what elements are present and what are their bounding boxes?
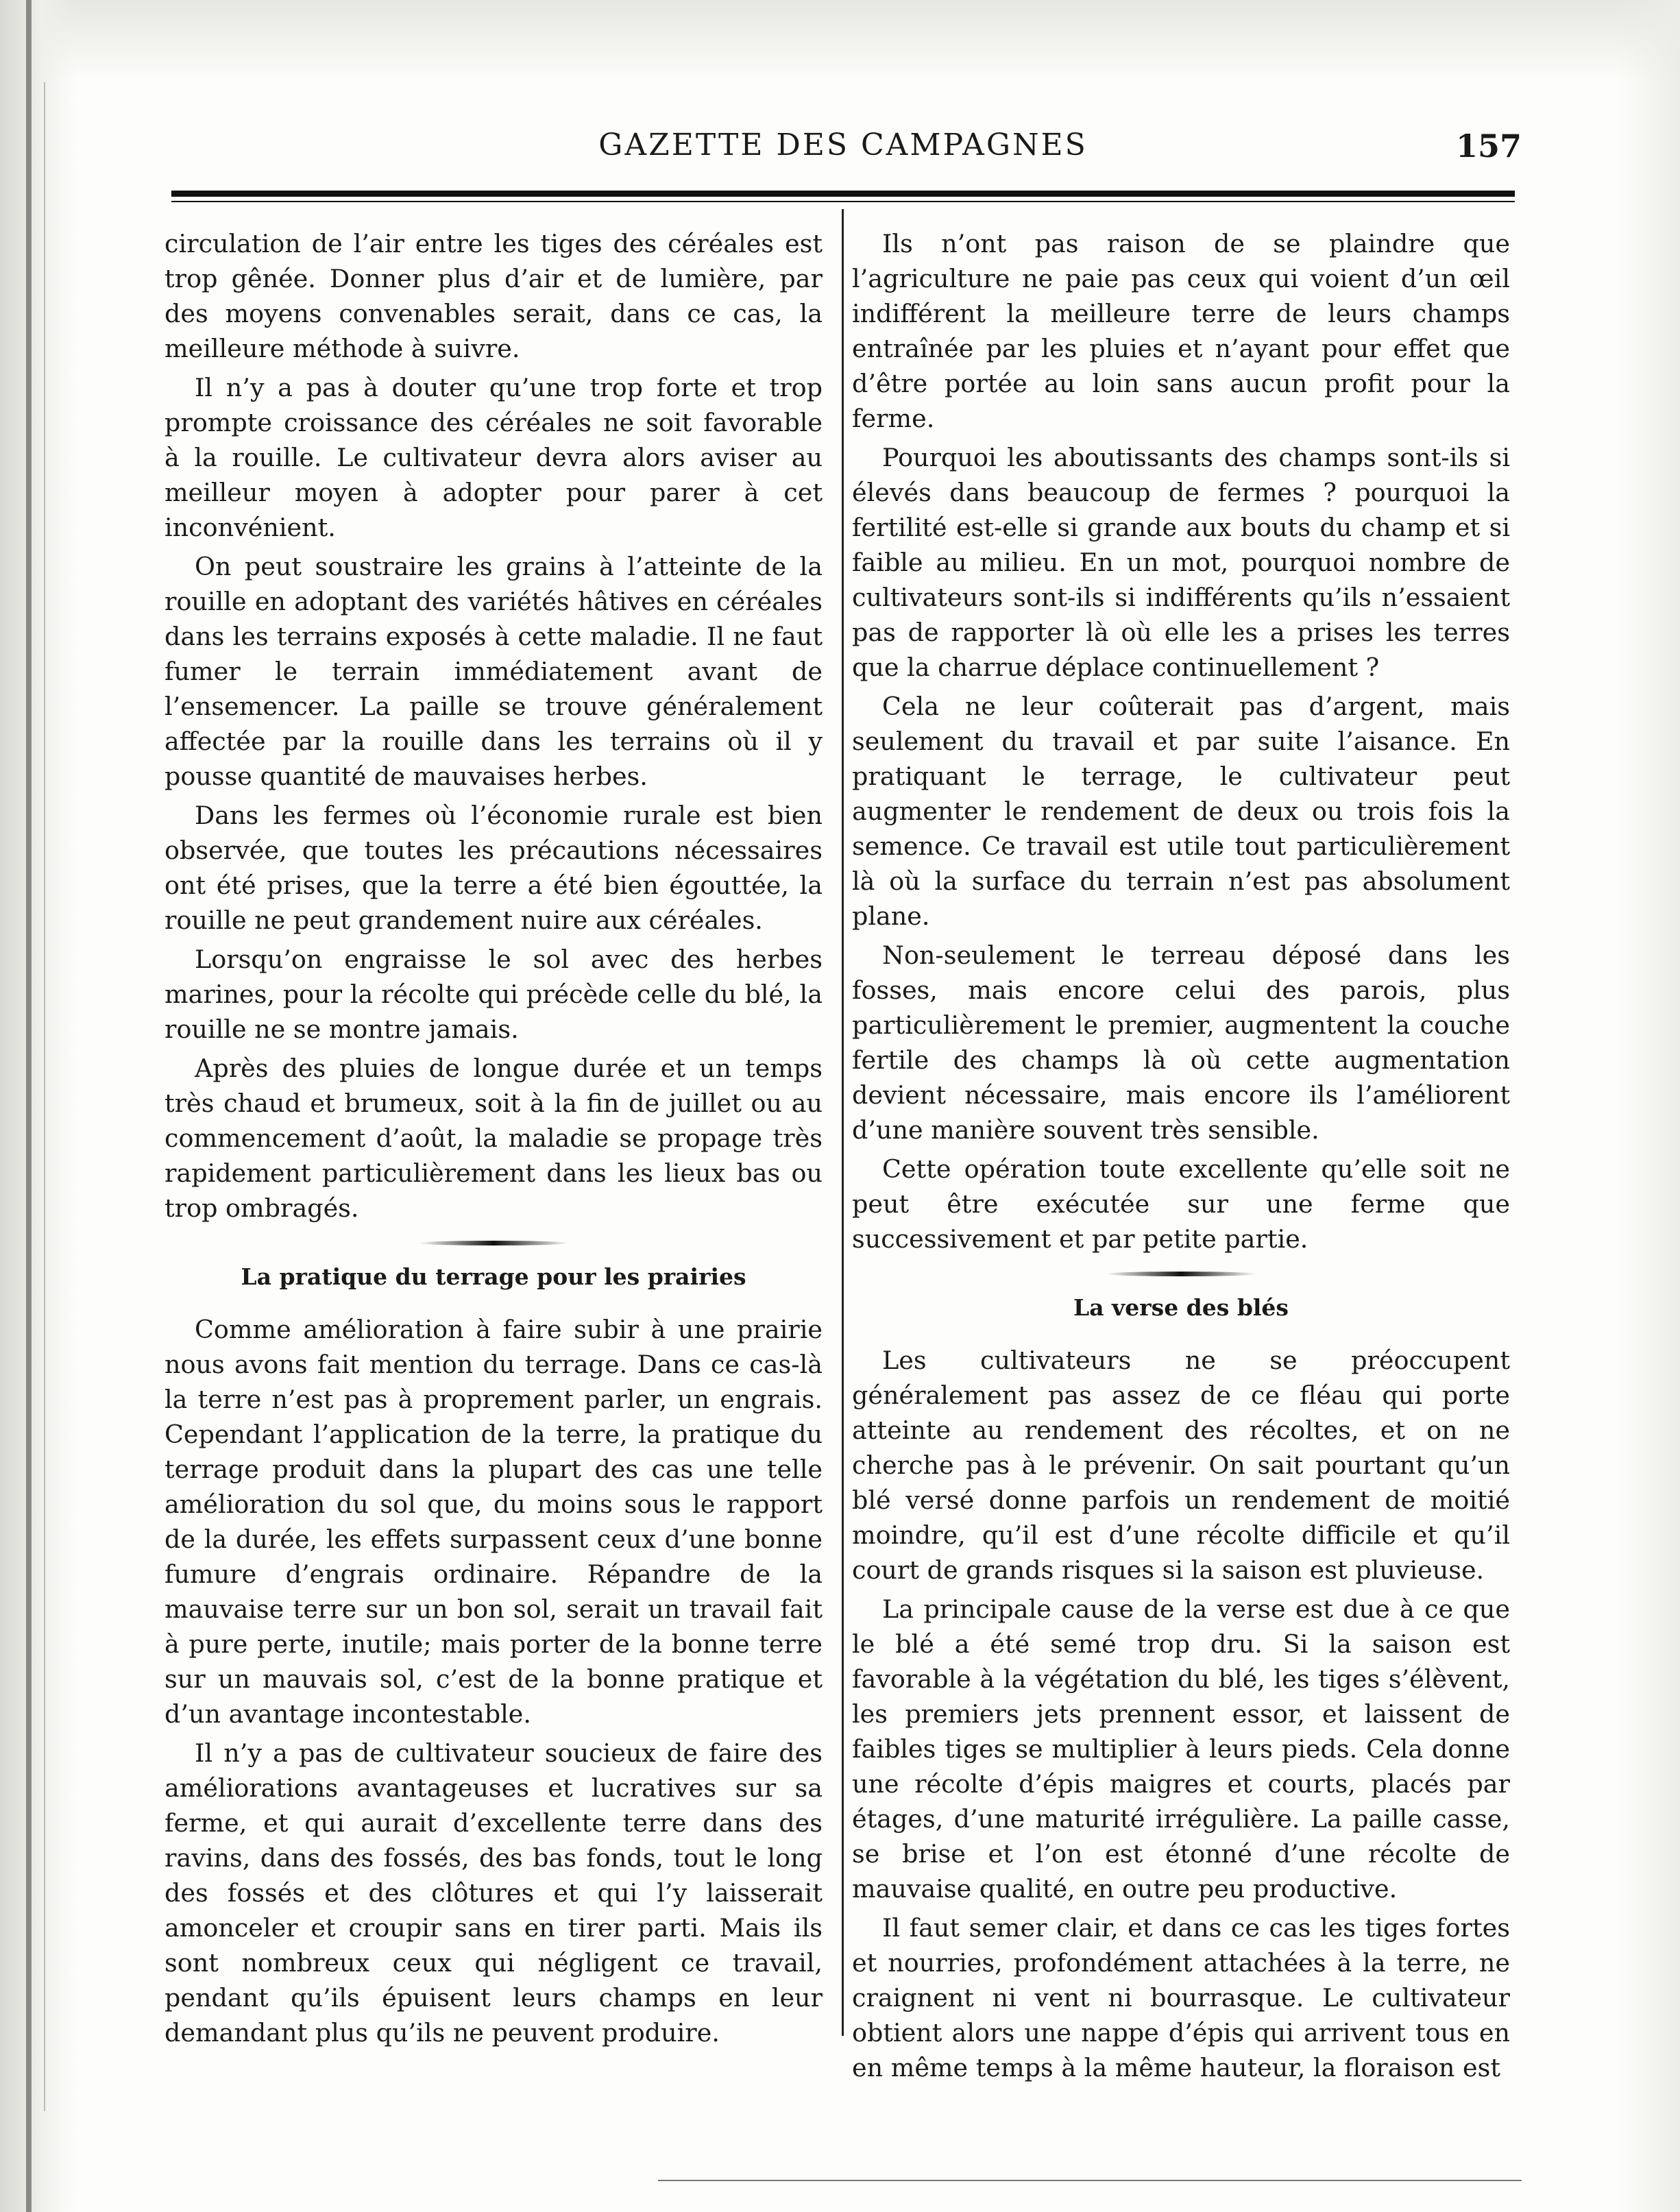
paragraph: Après des pluies de longue durée et un temps très chaud et brumeux, soit à la fin de juillet ou au commencement d’août, la maladie se propage très rapidement particulièrement dans les lieux bas ou trop ombragés. — [165, 1054, 823, 1223]
paragraph: La principale cause de la verse est due à ce que le blé a été semé trop dru. Si la saison est favorable à la végétation du blé, les tiges s’élèvent, les premiers jets prennent essor, et laissent de faibles tiges se multiplier à leurs pieds. Cela donne une récolte d’épis maigres et courts, placés par étages, d’une maturité irrégulière. La paille casse, se brise et l’on est étonné d’une récolte de mauvaise qualité, en outre peu productive. — [852, 1594, 1510, 1904]
paragraph: Les cultivateurs ne se préoccupent généralement pas assez de ce fléau qui porte atteinte au rendement des récoltes, et on ne cherche pas à le prévenir. On sait pourtant qu’un blé versé donne parfois un rendement de moitié moindre, qu’il est d’une récolte difficile et qu’il court de grands risques si la saison est pluvieuse. — [852, 1346, 1510, 1585]
page-number: 157 — [1455, 127, 1522, 165]
binding-edge — [26, 0, 32, 2212]
paragraph: Ils n’ont pas raison de se plaindre que l’agriculture ne paie pas ceux qui voient d’un œil indifférent la meilleure terre de leurs champs entraînée par les pluies et n’ayant pour effet que d’être portée au loin sans aucun profit pour la ferme. — [852, 229, 1510, 433]
paragraph: circulation de l’air entre les tiges des céréales est trop gênée. Donner plus d’air et de lumière, par des moyens convenables serait, dans ce cas, la meilleure méthode à suivre. — [165, 229, 823, 363]
paragraph: Il faut semer clair, et dans ce cas les tiges fortes et nourries, profondément attachées à la terre, ne craignent ni vent ni bourrasque. Le cultivateur obtient alors une nappe d’épis qui arrivent tous en en même temps à la même hauteur, la floraison est — [852, 1913, 1510, 2082]
running-title: GAZETTE DES CAMPAGNES — [598, 127, 1088, 162]
left-column — [165, 226, 823, 2054]
paragraph: Lorsqu’on engraisse le sol avec des herbes marines, pour la récolte qui précède celle du blé, la rouille ne se montre jamais. — [165, 945, 823, 1044]
paragraph: Dans les fermes où l’économie rurale est bien observée, que toutes les précautions nécessaires ont été prises, que la terre a été bien égouttée, la rouille ne peut grandement nuire aux céréales. — [165, 801, 823, 935]
header-rule-thin — [171, 201, 1515, 202]
section-ornament-rule — [1106, 1272, 1256, 1276]
paragraph: Cette opération toute excellente qu’elle soit ne peut être exécutée sur une ferme que successivement et par petite partie. — [852, 1154, 1510, 1254]
paragraph: Comme amélioration à faire subir à une prairie nous avons fait mention du terrage. Dans ce cas-là la terre n’est pas à proprement parler, un engrais. Cependant l’application de la terre, la pratique du terrage produit dans la plupart des cas une telle amélioration du sol que, du moins sous le rapport de la durée, les effets surpassent ceux d’une bonne fumure d’engrais ordinaire. Répandre de la mauvaise terre sur un bon sol, serait un travail fait à pure perte, inutile; mais porter de la bonne terre sur un mauvais sol, c’est de la bonne pratique et d’un avantage incontestable. — [165, 1315, 823, 1729]
paragraph: Il n’y a pas de cultivateur soucieux de faire des améliorations avantageuses et lucratives sur sa ferme, et qui aurait d’excellente terre dans des ravins, dans des fossés, des bas fonds, tout le long des fossés et des clôtures et qui l’y laisserait amonceler et croupir sans en tirer parti. Mais ils sont nombreux ceux qui négligent ce travail, pendant qu’ils épuisent leurs champs en leur demandant plus qu’ils ne peuvent produire. — [165, 1738, 823, 2047]
section-heading: La pratique du terrage pour les prairies — [241, 1263, 746, 1290]
binding-edge-inner — [44, 82, 45, 2111]
paragraph: On peut soustraire les grains à l’atteinte de la rouille en adoptant des variétés hâtives en céréales dans les terrains exposés à cette maladie. Il ne faut fumer le terrain immédiatement avant de l’ensemencer. La paille se trouve généralement affectée par la rouille dans les terrains où il y pousse quantité de mauvaises herbes. — [165, 552, 823, 791]
column-divider — [842, 209, 844, 2036]
paragraph: Il n’y a pas à douter qu’une trop forte et trop prompte croissance des céréales ne soit favorable à la rouille. Le cultivateur devra alors aviser au meilleur moyen à adopter pour parer à cet inconvénient. — [165, 373, 823, 542]
bottom-rule — [658, 2180, 1522, 2181]
page-header — [165, 123, 1522, 178]
scan-shadow-right — [1618, 0, 1680, 2212]
section-ornament-rule — [418, 1241, 569, 1245]
section-heading: La verse des blés — [1073, 1294, 1289, 1321]
scan-shadow-top — [0, 0, 1680, 82]
scan-shadow-left — [0, 0, 75, 2212]
paragraph: Pourquoi les aboutissants des champs sont-ils si élevés dans beaucoup de fermes ? pourquoi la fertilité est-elle si grande aux bouts du champ et si faible au milieu. En un mot, pourquoi nombre de cultivateurs sont-ils si indifférents qu’ils n’essaient pas de rapporter là où elle les a prises les terres que la charrue déplace continuellement ? — [852, 443, 1510, 682]
header-rule-thick — [171, 191, 1515, 197]
right-column — [852, 226, 1510, 2089]
paragraph: Non-seulement le terreau déposé dans les fosses, mais encore celui des parois, plus particulièrement le premier, augmentent la couche fertile des champs là où cette augmentation devient nécessaire, mais encore ils l’améliorent d’une manière souvent très sensible. — [852, 940, 1510, 1145]
paragraph: Cela ne leur coûterait pas d’argent, mais seulement du travail et par suite l’aisance. En pratiquant le terrage, le cultivateur peut augmenter le rendement de deux ou trois fois la semence. Ce travail est utile tout particulièrement là où la surface du terrain n’est pas absolument plane. — [852, 692, 1510, 931]
